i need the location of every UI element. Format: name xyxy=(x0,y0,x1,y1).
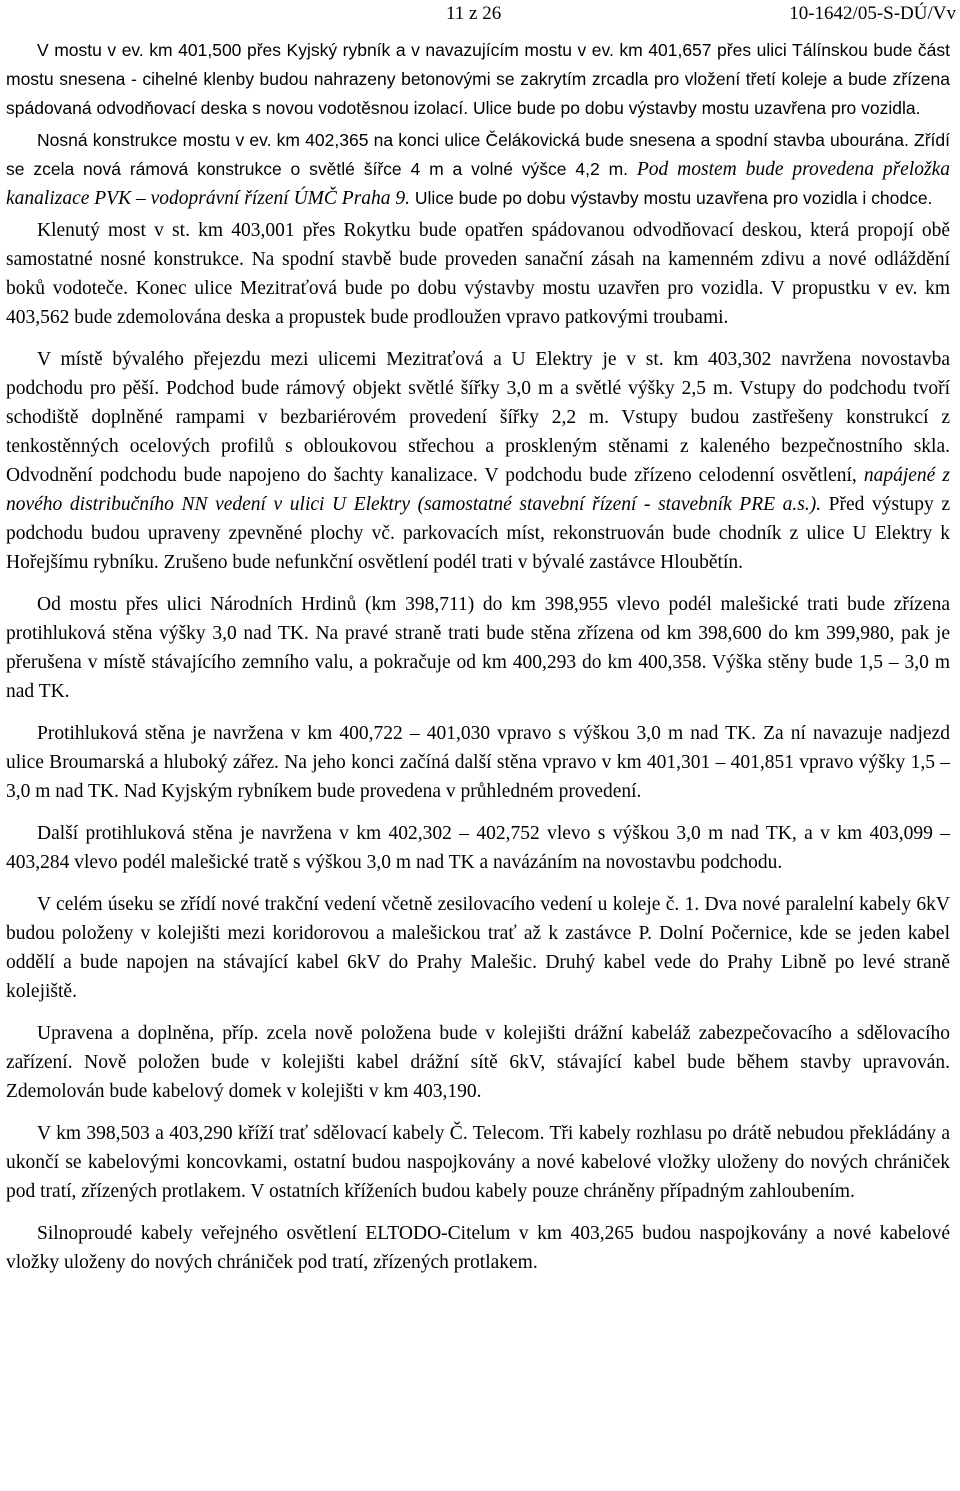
paragraph-text: napájené z nového distribučního NN vedení v ulici U Elektry (samostatné stavební řízení - stavebník PRE a.s.). xyxy=(6,465,950,515)
paragraph-p1 xyxy=(6,36,950,123)
paragraph-p5 xyxy=(6,590,950,706)
paragraph-text: Silnoproudé kabely veřejného osvětlení ELTODO-Citelum v km 403,265 budou naspojkovány a nové kabelové vložky uloženy do nových chrániček pod tratí, zřízených protlakem. xyxy=(6,1223,950,1273)
paragraph-p11 xyxy=(6,1219,950,1277)
paragraph-p2 xyxy=(6,126,950,213)
paragraph-text: Před výstupy z podchodu budou upraveny zpevněné plochy vč. parkovacích míst, rekonstruován bude chodník z ulice U Elektry k Hořejšímu rybníku. Zrušeno bude nefunkční osvětlení podél trati v bývalé zastávce Hloubětín. xyxy=(6,494,951,573)
paragraph-p4 xyxy=(6,345,950,577)
paragraph-p9 xyxy=(6,1019,950,1106)
paragraph-text: Upravena a doplněna, příp. zcela nově položena bude v kolejišti drážní kabeláž zabezpečovacího a sdělovacího zařízení. Nově položen bude v kolejišti kabel drážní sítě 6kV, stávající kabel bude během stavby upravován. Zdemolován bude kabelový domek v kolejišti v km 403,190. xyxy=(6,1023,950,1102)
paragraph-text: Klenutý most v st. km 403,001 přes Rokytku bude opatřen spádovanou odvodňovací deskou, která propojí obě samostatné nosné konstrukce. Na spodní stavbě bude proveden sanační zásah na kamenném zdivu a nové odláždění boků vodoteče. Konec ulice Mezitraťová bude po dobu výstavby mostu uzavřen pro vozidla. V propustku v ev. km 403,562 bude zdemolována deska a propustek bude prodloužen vpravo patkovými troubami. xyxy=(6,220,950,328)
paragraph-p8 xyxy=(6,890,950,1006)
page-header xyxy=(0,2,960,30)
paragraph-text: Pod mostem bude provedena přeložka kanalizace PVK – vodoprávní řízení ÚMČ Praha 9. xyxy=(6,159,951,209)
document-body xyxy=(6,36,950,1280)
paragraph-text: V mostu v ev. km 401,500 přes Kyjský rybník a v navazujícím mostu v ev. km 401,657 přes ulici Tálínskou bude část mostu snesena - cihelné klenby budou nahrazeny betonovými se zakrytím zrcadla pro vložení třetí koleje a bude zřízena spádovaná odvodňovací deska s novou vodotěsnou izolací. Ulice bude po dobu výstavby mostu uzavřena pro vozidla. xyxy=(6,40,950,118)
paragraph-text: Od mostu přes ulici Národních Hrdinů (km 398,711) do km 398,955 vlevo podél malešické trati bude zřízena protihluková stěna výšky 3,0 nad TK. Na pravé straně trati bude stěna zřízena od km 398,600 do km 399,980, pak je přerušena v místě stávajícího zemního valu, a pokračuje od km 400,293 do km 400,358. Výška stěny bude 1,5 – 3,0 m nad TK. xyxy=(6,594,950,702)
paragraph-p10 xyxy=(6,1119,950,1206)
paragraph-p6 xyxy=(6,719,950,806)
document-id: 10-1642/05-S-DÚ/Vv xyxy=(789,3,956,24)
paragraph-text: Nosná konstrukce mostu v ev. km 402,365 na konci ulice Čelákovická bude snesena a spodní stavba ubourána. Zřídí se zcela nová rámová konstrukce o světlé šířce 4 m a volné výšce 4,2 m. xyxy=(6,130,950,179)
paragraph-text: V celém úseku se zřídí nové trakční vedení včetně zesilovacího vedení u koleje č. 1. Dva nové paralelní kabely 6kV budou položeny v kolejišti mezi koridorovou a malešickou trať až k zastávce P. Dolní Počernice, kde se jeden kabel oddělí a bude napojen na stávající kabel 6kV do Prahy Malešic. Druhý kabel vede do Prahy Libně po levé straně kolejiště. xyxy=(6,894,950,1002)
paragraph-text: Další protihluková stěna je navržena v km 402,302 – 402,752 vlevo s výškou 3,0 m nad TK, a v km 403,099 – 403,284 vlevo podél malešické tratě s výškou 3,0 m nad TK a navázáním na novostavbu podchodu. xyxy=(6,823,950,873)
page-number: 11 z 26 xyxy=(446,3,502,24)
paragraph-text: V km 398,503 a 403,290 kříží trať sdělovací kabely Č. Telecom. Tři kabely rozhlasu po drátě nebudou překládány a ukončí se kabelovými koncovkami, ostatní budou naspojkovány a nové kabelové vložky uloženy do nových chrániček pod tratí, zřízených protlakem. V ostatních kříženích budou kabely pouze chráněny případným zahloubením. xyxy=(6,1123,950,1202)
paragraph-p7 xyxy=(6,819,950,877)
paragraph-p3 xyxy=(6,216,950,332)
paragraph-text: Protihluková stěna je navržena v km 400,722 – 401,030 vpravo s výškou 3,0 m nad TK. Za ní navazuje nadjezd ulice Broumarská a hluboký zářez. Na jeho konci začíná další stěna vpravo v km 401,301 – 401,851 vpravo výšky 1,5 – 3,0 m nad TK. Nad Kyjským rybníkem bude provedena v průhledném provedení. xyxy=(6,723,950,802)
paragraph-text: V místě bývalého přejezdu mezi ulicemi Mezitraťová a U Elektry je v st. km 403,302 navržena novostavba podchodu pro pěší. Podchod bude rámový objekt světlé šířky 3,0 m a světlé výšky 2,5 m. Vstupy do podchodu tvoří schodiště doplněné rampami v bezbariérovém provedení šířky 2,2 m. Vstupy budou zastřešeny konstrukcí z tenkostěnných ocelových profilů s obloukovou střechou a proskleným stěnami z kaleného bezpečnostního skla. Odvodnění podchodu bude napojeno do šachty kanalizace. V podchodu bude zřízeno celodenní osvětlení, xyxy=(6,349,950,486)
paragraph-text: Ulice bude po dobu výstavby mostu uzavřena pro vozidla i chodce. xyxy=(410,188,933,208)
